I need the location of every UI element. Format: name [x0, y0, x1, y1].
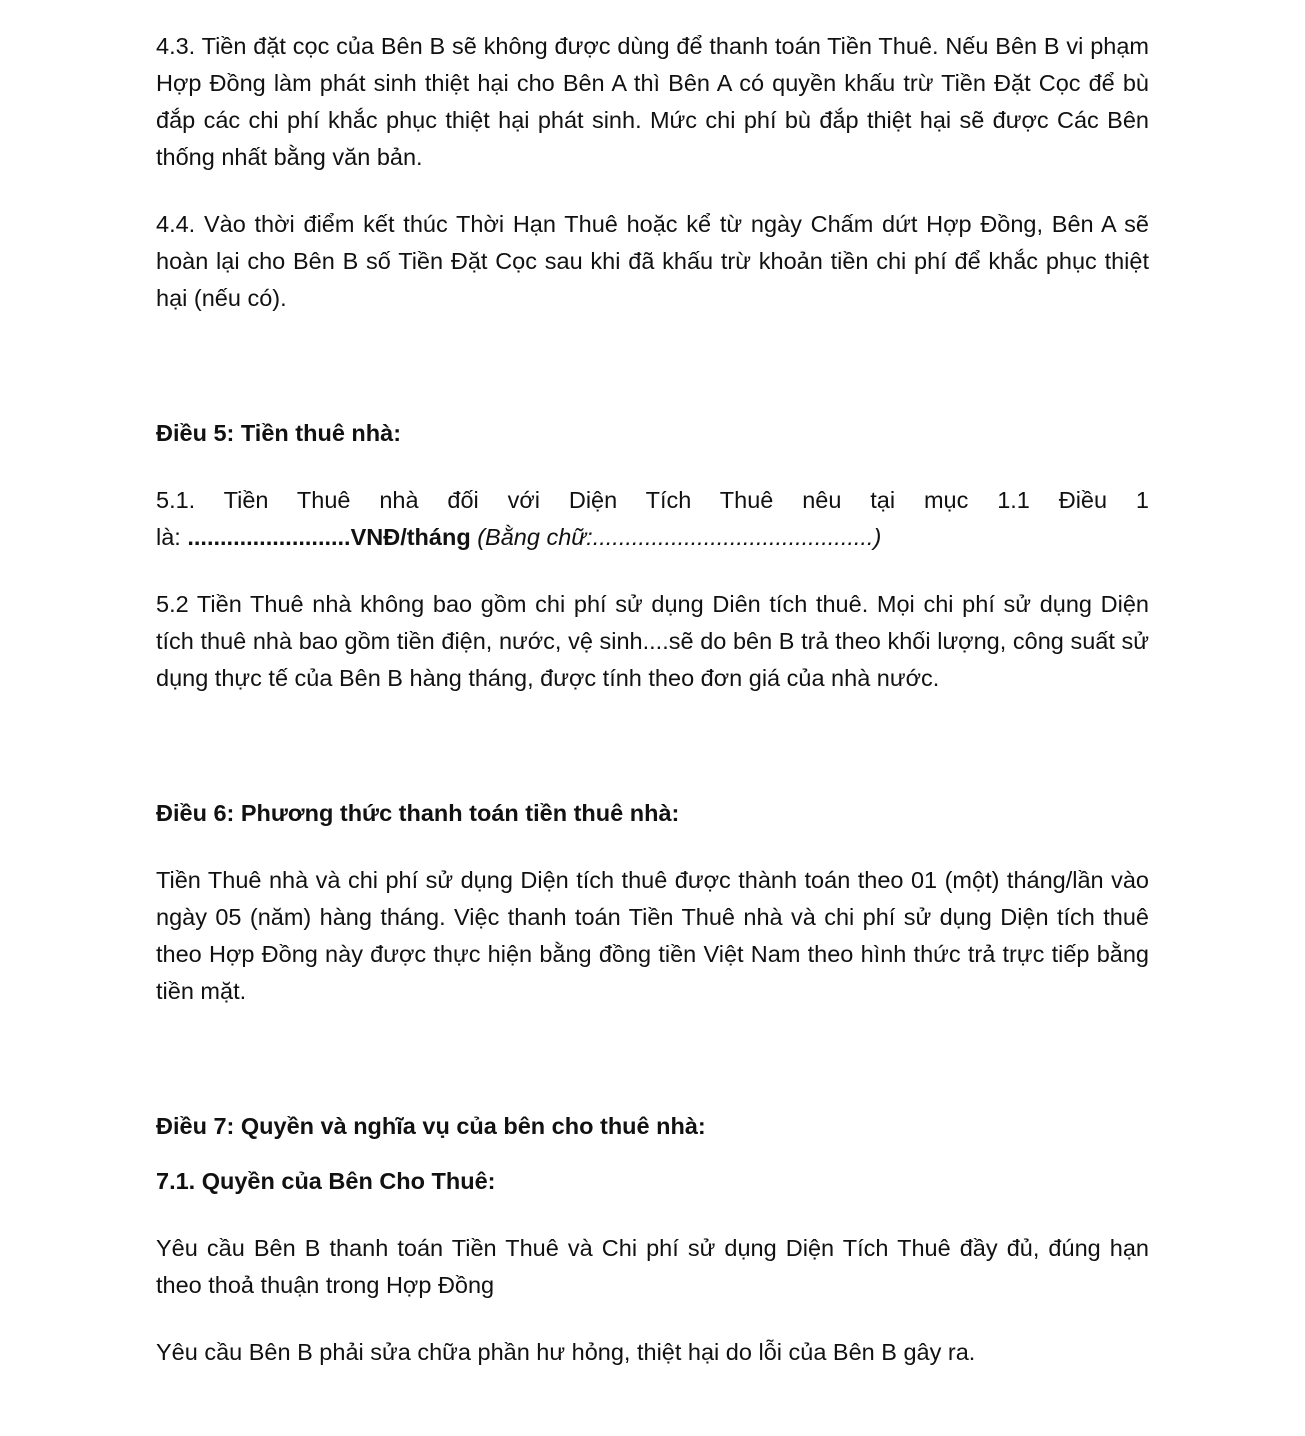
clause-7-1-item-payment: Yêu cầu Bên B thanh toán Tiền Thuê và Chi phí sử dụng Diện Tích Thuê đầy đủ, đúng hạn theo thoả thuận trong Hợp Đồng — [156, 1235, 1149, 1298]
clause-7-1-item-repair: Yêu cầu Bên B phải sửa chữa phần hư hỏng, thiệt hại do lỗi của Bên B gây ra. — [156, 1339, 976, 1365]
article-6-heading: Điều 6: Phương thức thanh toán tiền thuê nhà: — [156, 800, 680, 826]
document-body — [156, 28, 1149, 1371]
rent-amount-blank: .........................VNĐ/tháng — [187, 524, 471, 550]
clause-7-1-heading: 7.1. Quyền của Bên Cho Thuê: — [156, 1168, 496, 1194]
article-7-heading: Điều 7: Quyền và nghĩa vụ của bên cho thuê nhà: — [156, 1113, 706, 1139]
clause-5-1-paragraph — [156, 482, 1149, 556]
clause-5-1-prefix: là: — [156, 524, 188, 550]
clause-5-1-line: 5.1. Tiền Thuê nhà đối với Diện Tích Thuê nêu tại mục 1.1 Điều 1 — [156, 487, 1149, 513]
clause-4-3-paragraph: 4.3. Tiền đặt cọc của Bên B sẽ không được dùng để thanh toán Tiền Thuê. Nếu Bên B vi phạm Hợp Đồng làm phát sinh thiệt hại cho Bên A thì Bên A có quyền khấu trừ Tiền Đặt Cọc để bù đắp các chi phí khắc phục thiệt hại phát sinh. Mức chi phí bù đắp thiệt hại sẽ được Các Bên thống nhất bằng văn bản. — [156, 33, 1149, 170]
clause-4-4-paragraph: 4.4. Vào thời điểm kết thúc Thời Hạn Thuê hoặc kể từ ngày Chấm dứt Hợp Đồng, Bên A sẽ hoàn lại cho Bên B số Tiền Đặt Cọc sau khi đã khấu trừ khoản tiền chi phí để khắc phục thiệt hại (nếu có). — [156, 211, 1149, 311]
article-6-paragraph: Tiền Thuê nhà và chi phí sử dụng Diện tích thuê được thành toán theo 01 (một) tháng/lần vào ngày 05 (năm) hàng tháng. Việc thanh toán Tiền Thuê nhà và chi phí sử dụng Diện tích thuê theo Hợp Đồng này được thực hiện bằng đồng tiền Việt Nam theo hình thức trả trực tiếp bằng tiền mặt. — [156, 867, 1149, 1004]
article-5-heading: Điều 5: Tiền thuê nhà: — [156, 420, 402, 446]
clause-5-2-paragraph: 5.2 Tiền Thuê nhà không bao gồm chi phí sử dụng Diên tích thuê. Mọi chi phí sử dụng Diện tích thuê nhà bao gồm tiền điện, nước, vệ sinh....sẽ do bên B trả theo khối lượng, công suất sử dụng thực tế của Bên B hàng tháng, được tính theo đơn giá của nhà nước. — [156, 591, 1149, 691]
rent-amount-in-words: (Bằng chữ:...........................................) — [477, 524, 882, 550]
